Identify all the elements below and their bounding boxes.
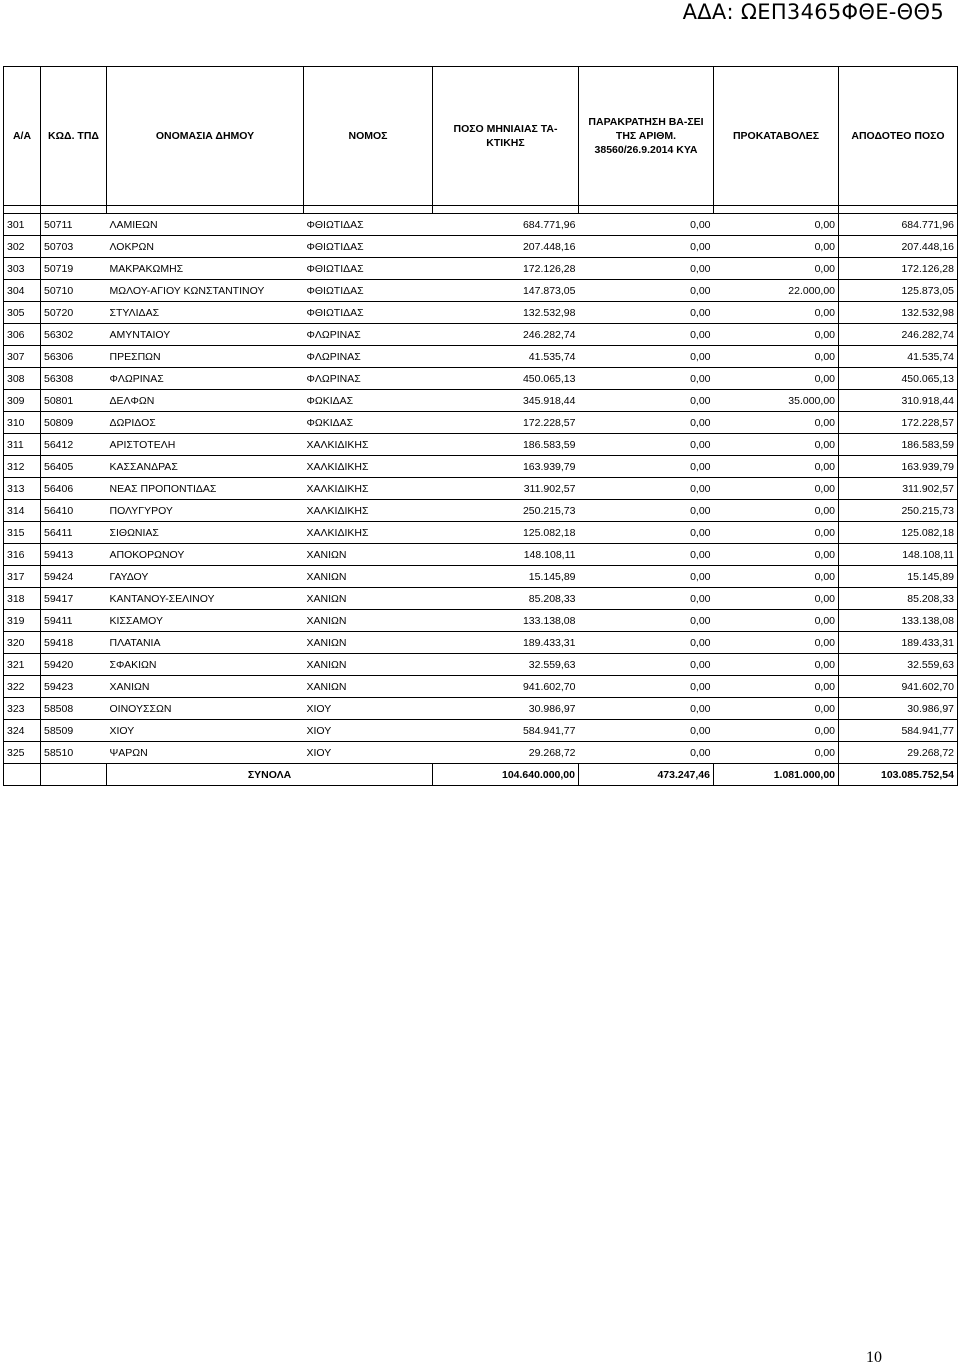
cell-payable: 125.873,05 (839, 280, 958, 302)
col-header-municipality: ΟΝΟΜΑΣΙΑ ΔΗΜΟΥ (107, 67, 304, 206)
cell-withholding: 0,00 (579, 236, 714, 258)
cell-aa: 306 (4, 324, 41, 346)
cell-monthly: 148.108,11 (433, 544, 579, 566)
totals-payable: 103.085.752,54 (839, 764, 958, 786)
col-header-aa: Α/Α (4, 67, 41, 206)
cell-monthly: 32.559,63 (433, 654, 579, 676)
ada-code: ΑΔΑ: ΩΕΠ3465ΦΘΕ-ΘΘ5 (682, 0, 944, 24)
totals-monthly: 104.640.000,00 (433, 764, 579, 786)
cell-aa: 324 (4, 720, 41, 742)
cell-withholding: 0,00 (579, 654, 714, 676)
cell-withholding: 0,00 (579, 390, 714, 412)
cell-prefecture: ΧΑΛΚΙΔΙΚΗΣ (304, 522, 433, 544)
cell-monthly: 189.433,31 (433, 632, 579, 654)
cell-prefecture: ΦΛΩΡΙΝΑΣ (304, 324, 433, 346)
cell-prefecture: ΧΑΝΙΩΝ (304, 610, 433, 632)
cell-prefecture: ΧΙΟΥ (304, 698, 433, 720)
cell-prefecture: ΦΩΚΙΔΑΣ (304, 412, 433, 434)
table-row (4, 720, 958, 742)
cell-prefecture: ΦΩΚΙΔΑΣ (304, 390, 433, 412)
cell-code: 59424 (41, 566, 107, 588)
cell-prefecture: ΧΑΝΙΩΝ (304, 654, 433, 676)
table-row (4, 412, 958, 434)
cell-withholding: 0,00 (579, 610, 714, 632)
cell-municipality: ΣΤΥΛΙΔΑΣ (107, 302, 304, 324)
cell-payable: 189.433,31 (839, 632, 958, 654)
cell-aa: 301 (4, 214, 41, 236)
cell-prefecture: ΦΘΙΩΤΙΔΑΣ (304, 214, 433, 236)
table-header-row (4, 67, 958, 206)
cell-aa: 322 (4, 676, 41, 698)
cell-code: 59413 (41, 544, 107, 566)
cell-municipality: ΨΑΡΩΝ (107, 742, 304, 764)
cell-aa: 318 (4, 588, 41, 610)
cell-advances: 0,00 (714, 456, 839, 478)
table-row (4, 346, 958, 368)
cell-code: 56411 (41, 522, 107, 544)
cell-code: 56302 (41, 324, 107, 346)
cell-advances: 35.000,00 (714, 390, 839, 412)
table-row (4, 456, 958, 478)
payments-table (3, 66, 958, 786)
cell-prefecture: ΧΑΛΚΙΔΙΚΗΣ (304, 500, 433, 522)
cell-payable: 41.535,74 (839, 346, 958, 368)
cell-code: 59418 (41, 632, 107, 654)
cell-aa: 309 (4, 390, 41, 412)
cell-code: 59417 (41, 588, 107, 610)
cell-payable: 941.602,70 (839, 676, 958, 698)
cell-code: 50710 (41, 280, 107, 302)
cell-monthly: 29.268,72 (433, 742, 579, 764)
cell-municipality: ΠΟΛΥΓΥΡΟΥ (107, 500, 304, 522)
cell-withholding: 0,00 (579, 214, 714, 236)
cell-advances: 0,00 (714, 302, 839, 324)
cell-monthly: 311.902,57 (433, 478, 579, 500)
cell-advances: 0,00 (714, 676, 839, 698)
table-row (4, 566, 958, 588)
table-row (4, 478, 958, 500)
cell-monthly: 250.215,73 (433, 500, 579, 522)
table-row (4, 434, 958, 456)
totals-withholding: 473.247,46 (579, 764, 714, 786)
cell-prefecture: ΦΛΩΡΙΝΑΣ (304, 346, 433, 368)
cell-municipality: ΠΡΕΣΠΩΝ (107, 346, 304, 368)
cell-aa: 313 (4, 478, 41, 500)
cell-code: 50801 (41, 390, 107, 412)
cell-withholding: 0,00 (579, 302, 714, 324)
cell-prefecture: ΧΑΝΙΩΝ (304, 676, 433, 698)
cell-municipality: ΚΑΣΣΑΝΔΡΑΣ (107, 456, 304, 478)
cell-payable: 30.986,97 (839, 698, 958, 720)
cell-advances: 0,00 (714, 478, 839, 500)
table-row (4, 368, 958, 390)
table-row (4, 390, 958, 412)
cell-advances: 0,00 (714, 588, 839, 610)
cell-advances: 0,00 (714, 258, 839, 280)
cell-payable: 15.145,89 (839, 566, 958, 588)
cell-withholding: 0,00 (579, 434, 714, 456)
cell-payable: 172.126,28 (839, 258, 958, 280)
cell-municipality: ΠΛΑΤΑΝΙΑ (107, 632, 304, 654)
cell-payable: 450.065,13 (839, 368, 958, 390)
cell-prefecture: ΧΑΝΙΩΝ (304, 566, 433, 588)
cell-code: 56308 (41, 368, 107, 390)
table-row (4, 500, 958, 522)
totals-row (4, 764, 958, 786)
cell-code: 58510 (41, 742, 107, 764)
header-spacer-row (4, 206, 958, 214)
cell-advances: 0,00 (714, 720, 839, 742)
cell-code: 50809 (41, 412, 107, 434)
table-row (4, 544, 958, 566)
cell-municipality: ΜΑΚΡΑΚΩΜΗΣ (107, 258, 304, 280)
cell-prefecture: ΦΘΙΩΤΙΔΑΣ (304, 302, 433, 324)
cell-withholding: 0,00 (579, 368, 714, 390)
cell-advances: 0,00 (714, 346, 839, 368)
cell-payable: 32.559,63 (839, 654, 958, 676)
table-row (4, 610, 958, 632)
cell-withholding: 0,00 (579, 412, 714, 434)
cell-code: 58509 (41, 720, 107, 742)
cell-payable: 584.941,77 (839, 720, 958, 742)
cell-municipality: ΔΕΛΦΩΝ (107, 390, 304, 412)
cell-withholding: 0,00 (579, 258, 714, 280)
cell-advances: 0,00 (714, 368, 839, 390)
cell-municipality: ΦΛΩΡΙΝΑΣ (107, 368, 304, 390)
cell-withholding: 0,00 (579, 632, 714, 654)
cell-payable: 207.448,16 (839, 236, 958, 258)
cell-payable: 246.282,74 (839, 324, 958, 346)
cell-code: 58508 (41, 698, 107, 720)
table-row (4, 236, 958, 258)
cell-payable: 85.208,33 (839, 588, 958, 610)
cell-monthly: 125.082,18 (433, 522, 579, 544)
cell-advances: 0,00 (714, 236, 839, 258)
cell-advances: 0,00 (714, 434, 839, 456)
cell-monthly: 30.986,97 (433, 698, 579, 720)
cell-advances: 0,00 (714, 632, 839, 654)
cell-aa: 315 (4, 522, 41, 544)
cell-code: 50703 (41, 236, 107, 258)
cell-aa: 311 (4, 434, 41, 456)
cell-code: 56406 (41, 478, 107, 500)
cell-payable: 186.583,59 (839, 434, 958, 456)
cell-monthly: 246.282,74 (433, 324, 579, 346)
cell-monthly: 41.535,74 (433, 346, 579, 368)
cell-advances: 0,00 (714, 500, 839, 522)
table-row (4, 698, 958, 720)
cell-withholding: 0,00 (579, 324, 714, 346)
cell-prefecture: ΧΙΟΥ (304, 742, 433, 764)
cell-monthly: 132.532,98 (433, 302, 579, 324)
cell-prefecture: ΧΑΝΙΩΝ (304, 632, 433, 654)
cell-code: 50719 (41, 258, 107, 280)
cell-payable: 163.939,79 (839, 456, 958, 478)
cell-advances: 0,00 (714, 522, 839, 544)
cell-municipality: ΑΠΟΚΟΡΩΝΟΥ (107, 544, 304, 566)
cell-monthly: 186.583,59 (433, 434, 579, 456)
table-row (4, 280, 958, 302)
cell-monthly: 172.126,28 (433, 258, 579, 280)
cell-payable: 172.228,57 (839, 412, 958, 434)
cell-municipality: ΜΩΛΟΥ-ΑΓΙΟΥ ΚΩΝΣΤΑΝΤΙΝΟΥ (107, 280, 304, 302)
cell-municipality: ΔΩΡΙΔΟΣ (107, 412, 304, 434)
table-row (4, 324, 958, 346)
cell-monthly: 450.065,13 (433, 368, 579, 390)
cell-withholding: 0,00 (579, 544, 714, 566)
cell-advances: 0,00 (714, 214, 839, 236)
table-row (4, 302, 958, 324)
cell-municipality: ΝΕΑΣ ΠΡΟΠΟΝΤΙΔΑΣ (107, 478, 304, 500)
cell-aa: 320 (4, 632, 41, 654)
cell-code: 59411 (41, 610, 107, 632)
cell-aa: 303 (4, 258, 41, 280)
cell-municipality: ΧΑΝΙΩΝ (107, 676, 304, 698)
cell-code: 59420 (41, 654, 107, 676)
cell-prefecture: ΦΘΙΩΤΙΔΑΣ (304, 236, 433, 258)
cell-prefecture: ΦΘΙΩΤΙΔΑΣ (304, 280, 433, 302)
table-row (4, 632, 958, 654)
cell-payable: 132.532,98 (839, 302, 958, 324)
table-body (4, 206, 958, 764)
cell-monthly: 163.939,79 (433, 456, 579, 478)
col-header-payable: ΑΠΟΔΟΤΕΟ ΠΟΣΟ (839, 67, 958, 206)
cell-monthly: 172.228,57 (433, 412, 579, 434)
table-row (4, 258, 958, 280)
cell-monthly: 345.918,44 (433, 390, 579, 412)
cell-withholding: 0,00 (579, 346, 714, 368)
cell-payable: 311.902,57 (839, 478, 958, 500)
col-header-withholding: ΠΑΡΑΚΡΑΤΗΣΗ ΒΑ-ΣΕΙ ΤΗΣ ΑΡΙΘΜ. 38560/26.9.2014 ΚΥΑ (579, 67, 714, 206)
cell-withholding: 0,00 (579, 500, 714, 522)
cell-advances: 0,00 (714, 698, 839, 720)
totals-advances: 1.081.000,00 (714, 764, 839, 786)
cell-code: 56410 (41, 500, 107, 522)
table-row (4, 742, 958, 764)
cell-advances: 0,00 (714, 742, 839, 764)
cell-withholding: 0,00 (579, 742, 714, 764)
cell-withholding: 0,00 (579, 280, 714, 302)
cell-aa: 317 (4, 566, 41, 588)
col-header-code: ΚΩΔ. ΤΠΔ (41, 67, 107, 206)
table-row (4, 654, 958, 676)
cell-prefecture: ΧΑΝΙΩΝ (304, 544, 433, 566)
cell-aa: 307 (4, 346, 41, 368)
cell-payable: 310.918,44 (839, 390, 958, 412)
cell-payable: 250.215,73 (839, 500, 958, 522)
cell-withholding: 0,00 (579, 522, 714, 544)
totals-label: ΣΥΝΟΛΑ (107, 764, 433, 786)
cell-municipality: ΚΑΝΤΑΝΟΥ-ΣΕΛΙΝΟΥ (107, 588, 304, 610)
cell-payable: 125.082,18 (839, 522, 958, 544)
cell-prefecture: ΧΑΛΚΙΔΙΚΗΣ (304, 456, 433, 478)
cell-withholding: 0,00 (579, 456, 714, 478)
cell-monthly: 207.448,16 (433, 236, 579, 258)
cell-monthly: 584.941,77 (433, 720, 579, 742)
cell-advances: 0,00 (714, 324, 839, 346)
cell-municipality: ΛΟΚΡΩΝ (107, 236, 304, 258)
cell-municipality: ΓΑΥΔΟΥ (107, 566, 304, 588)
cell-monthly: 15.145,89 (433, 566, 579, 588)
cell-aa: 321 (4, 654, 41, 676)
cell-aa: 304 (4, 280, 41, 302)
cell-withholding: 0,00 (579, 676, 714, 698)
cell-withholding: 0,00 (579, 698, 714, 720)
cell-code: 56306 (41, 346, 107, 368)
cell-aa: 325 (4, 742, 41, 764)
cell-payable: 148.108,11 (839, 544, 958, 566)
table-row (4, 676, 958, 698)
cell-municipality: ΑΡΙΣΤΟΤΕΛΗ (107, 434, 304, 456)
cell-prefecture: ΧΑΝΙΩΝ (304, 588, 433, 610)
cell-prefecture: ΧΑΛΚΙΔΙΚΗΣ (304, 478, 433, 500)
cell-municipality: ΑΜΥΝΤΑΙΟΥ (107, 324, 304, 346)
cell-code: 50720 (41, 302, 107, 324)
cell-code: 50711 (41, 214, 107, 236)
cell-aa: 323 (4, 698, 41, 720)
cell-aa: 316 (4, 544, 41, 566)
cell-payable: 29.268,72 (839, 742, 958, 764)
cell-prefecture: ΧΑΛΚΙΔΙΚΗΣ (304, 434, 433, 456)
cell-municipality: ΣΙΘΩΝΙΑΣ (107, 522, 304, 544)
cell-aa: 308 (4, 368, 41, 390)
cell-withholding: 0,00 (579, 566, 714, 588)
cell-monthly: 941.602,70 (433, 676, 579, 698)
cell-monthly: 133.138,08 (433, 610, 579, 632)
cell-municipality: ΛΑΜΙΕΩΝ (107, 214, 304, 236)
cell-municipality: ΟΙΝΟΥΣΣΩΝ (107, 698, 304, 720)
cell-prefecture: ΦΘΙΩΤΙΔΑΣ (304, 258, 433, 280)
cell-advances: 0,00 (714, 412, 839, 434)
cell-monthly: 684.771,96 (433, 214, 579, 236)
cell-monthly: 147.873,05 (433, 280, 579, 302)
cell-advances: 0,00 (714, 610, 839, 632)
cell-code: 56412 (41, 434, 107, 456)
cell-aa: 302 (4, 236, 41, 258)
col-header-prefecture: ΝΟΜΟΣ (304, 67, 433, 206)
cell-payable: 133.138,08 (839, 610, 958, 632)
cell-advances: 0,00 (714, 654, 839, 676)
table-row (4, 214, 958, 236)
cell-aa: 305 (4, 302, 41, 324)
col-header-monthly-amount: ΠΟΣΟ ΜΗΝΙΑΙΑΣ ΤΑ-ΚΤΙΚΗΣ (433, 67, 579, 206)
cell-prefecture: ΧΙΟΥ (304, 720, 433, 742)
cell-aa: 319 (4, 610, 41, 632)
cell-aa: 314 (4, 500, 41, 522)
cell-aa: 312 (4, 456, 41, 478)
page-number: 10 (866, 1349, 882, 1366)
cell-municipality: ΧΙΟΥ (107, 720, 304, 742)
col-header-advances: ΠΡΟΚΑΤΑΒΟΛΕΣ (714, 67, 839, 206)
cell-code: 56405 (41, 456, 107, 478)
cell-aa: 310 (4, 412, 41, 434)
cell-payable: 684.771,96 (839, 214, 958, 236)
cell-withholding: 0,00 (579, 720, 714, 742)
cell-withholding: 0,00 (579, 588, 714, 610)
cell-code: 59423 (41, 676, 107, 698)
cell-advances: 0,00 (714, 544, 839, 566)
cell-monthly: 85.208,33 (433, 588, 579, 610)
cell-municipality: ΚΙΣΣΑΜΟΥ (107, 610, 304, 632)
cell-municipality: ΣΦΑΚΙΩΝ (107, 654, 304, 676)
cell-advances: 0,00 (714, 566, 839, 588)
cell-prefecture: ΦΛΩΡΙΝΑΣ (304, 368, 433, 390)
cell-withholding: 0,00 (579, 478, 714, 500)
cell-advances: 22.000,00 (714, 280, 839, 302)
table-row (4, 522, 958, 544)
table-row (4, 588, 958, 610)
